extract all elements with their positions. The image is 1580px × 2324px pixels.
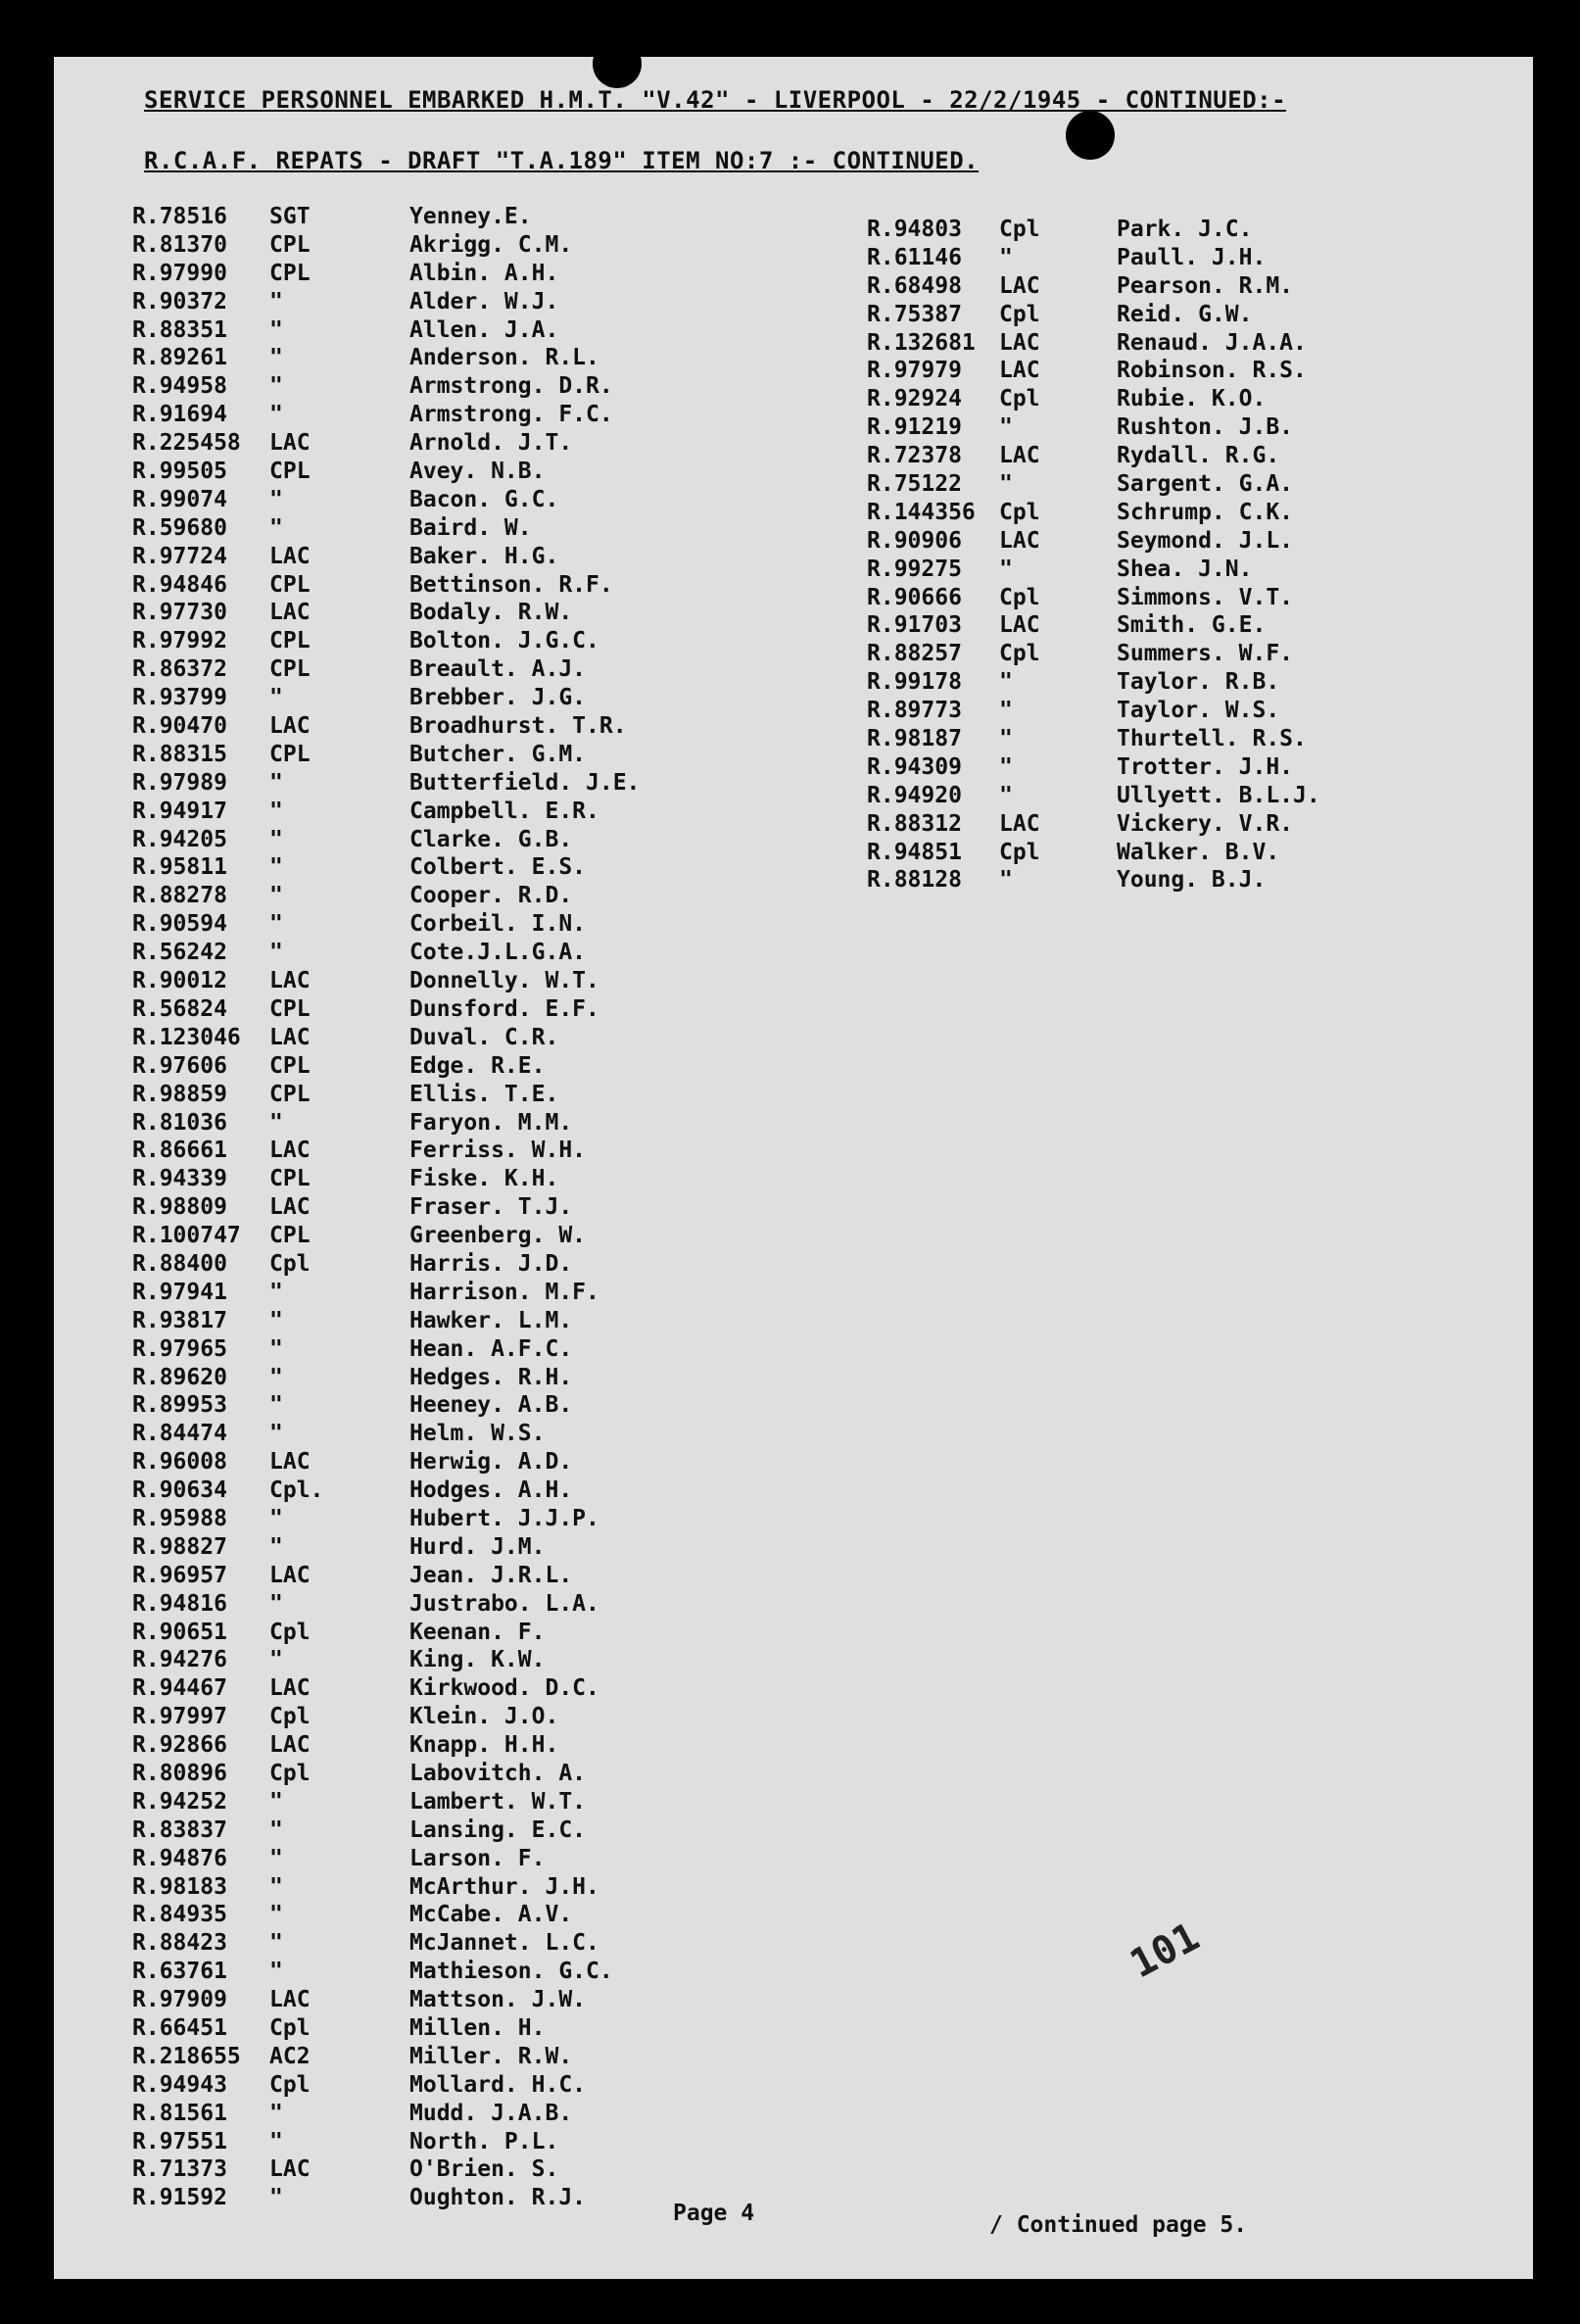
rank: Cpl <box>999 217 1040 242</box>
rank: Cpl <box>999 839 1040 865</box>
rank: LAC <box>269 600 311 626</box>
rank: " <box>269 1279 283 1305</box>
service-number: R.132681 <box>867 329 976 356</box>
rank: " <box>999 782 1013 808</box>
name: Edge. R.E. <box>409 1052 546 1079</box>
rank: " <box>269 288 283 315</box>
service-number: R.98187 <box>867 726 962 752</box>
name: Yenney.E. <box>409 204 532 229</box>
rank: " <box>269 1647 283 1673</box>
rank: " <box>269 769 283 796</box>
rank: " <box>999 471 1013 498</box>
rank: LAC <box>269 1449 311 1476</box>
rank: " <box>269 1364 283 1390</box>
service-number: R.99074 <box>132 486 227 512</box>
name: O'Brien. S. <box>409 2156 559 2183</box>
rank: Cpl <box>269 1619 311 1645</box>
service-number: R.90012 <box>132 968 227 994</box>
service-number: R.90651 <box>132 1619 227 1645</box>
service-number: R.99178 <box>867 669 962 696</box>
service-number: R.123046 <box>132 1024 241 1050</box>
rank: CPL <box>269 571 311 598</box>
rank: " <box>269 1902 283 1928</box>
punch-hole-left <box>593 39 642 88</box>
rank: CPL <box>269 231 311 258</box>
service-number: R.94467 <box>132 1675 227 1702</box>
rank: Cpl <box>999 386 1040 412</box>
service-number: R.86661 <box>132 1138 227 1164</box>
service-number: R.225458 <box>132 430 241 457</box>
rank: LAC <box>269 1987 311 2013</box>
name: Hubert. J.J.P. <box>409 1505 599 1531</box>
name: Corbeil. I.N. <box>409 911 587 938</box>
continued-note: / Continued page 5. <box>989 2212 1248 2238</box>
rank: Cpl <box>269 1250 311 1277</box>
service-number: R.94803 <box>867 217 962 242</box>
service-number: R.84474 <box>132 1421 227 1447</box>
service-number: R.94205 <box>132 826 227 852</box>
rank: CPL <box>269 459 311 485</box>
service-number: R.94943 <box>132 2071 227 2098</box>
name: Simmons. V.T. <box>1117 584 1294 610</box>
name: Mattson. J.W. <box>409 1987 587 2013</box>
service-number: R.94920 <box>867 782 962 808</box>
service-number: R.97997 <box>132 1704 227 1730</box>
name: Lansing. E.C. <box>409 1816 587 1843</box>
service-number: R.94339 <box>132 1166 227 1192</box>
service-number: R.94252 <box>132 1788 227 1815</box>
rank: LAC <box>269 1675 311 1702</box>
rank: " <box>999 414 1013 441</box>
name: Walker. B.V. <box>1117 839 1280 865</box>
rank: AC2 <box>269 2043 311 2069</box>
service-number: R.88400 <box>132 1250 227 1277</box>
service-number: R.96008 <box>132 1449 227 1476</box>
name: Park. J.C. <box>1117 217 1253 242</box>
service-number: R.56824 <box>132 995 227 1022</box>
rank: SGT <box>269 204 311 229</box>
document-page <box>54 57 1533 2279</box>
service-number: R.71373 <box>132 2156 227 2183</box>
name: Trotter. J.H. <box>1117 753 1294 780</box>
name: Cooper. R.D. <box>409 883 573 909</box>
rank: " <box>999 726 1013 752</box>
name: Vickery. V.R. <box>1117 810 1294 837</box>
rank: LAC <box>999 810 1040 837</box>
name: Alder. W.J. <box>409 288 559 315</box>
rank: LAC <box>269 1024 311 1050</box>
rank: " <box>269 373 283 400</box>
name: Miller. R.W. <box>409 2043 573 2069</box>
rank: LAC <box>269 1732 311 1759</box>
rank: LAC <box>999 527 1040 554</box>
name: Oughton. R.J. <box>409 2185 587 2211</box>
service-number: R.92924 <box>867 386 962 412</box>
name: Ferriss. W.H. <box>409 1138 587 1164</box>
rank: " <box>269 1335 283 1362</box>
rank: LAC <box>999 358 1040 384</box>
service-number: R.80896 <box>132 1760 227 1786</box>
rank: " <box>269 402 283 428</box>
name: Millen. H. <box>409 2015 546 2041</box>
service-number: R.88315 <box>132 741 227 767</box>
rank: LAC <box>999 329 1040 356</box>
rank: " <box>269 316 283 343</box>
rank: " <box>999 698 1013 724</box>
service-number: R.68498 <box>867 272 962 299</box>
service-number: R.59680 <box>132 514 227 541</box>
service-number: R.96957 <box>132 1562 227 1588</box>
name: Smith. G.E. <box>1117 612 1267 639</box>
service-number: R.56242 <box>132 940 227 966</box>
name: Sargent. G.A. <box>1117 471 1294 498</box>
service-number: R.66451 <box>132 2015 227 2041</box>
name: Kirkwood. D.C. <box>409 1675 599 1702</box>
rank: Cpl <box>269 1760 311 1786</box>
service-number: R.83837 <box>132 1816 227 1843</box>
name: Knapp. H.H. <box>409 1732 559 1759</box>
rank: CPL <box>269 1223 311 1249</box>
service-number: R.97551 <box>132 2128 227 2155</box>
name: Harrison. M.F. <box>409 1279 599 1305</box>
service-number: R.93799 <box>132 685 227 711</box>
rank: " <box>269 345 283 371</box>
service-number: R.88351 <box>132 316 227 343</box>
rank: " <box>269 1845 283 1871</box>
rank: " <box>269 1505 283 1531</box>
rank: " <box>269 826 283 852</box>
service-number: R.92866 <box>132 1732 227 1759</box>
rank: LAC <box>269 1562 311 1588</box>
rank: LAC <box>999 443 1040 469</box>
name: Renaud. J.A.A. <box>1117 329 1307 356</box>
rank: CPL <box>269 656 311 683</box>
name: Donnelly. W.T. <box>409 968 599 994</box>
rank: CPL <box>269 1166 311 1192</box>
service-number: R.88423 <box>132 1930 227 1957</box>
name: Cote.J.L.G.A. <box>409 940 587 966</box>
rank: Cpl <box>999 584 1040 610</box>
rank: " <box>269 911 283 938</box>
service-number: R.94958 <box>132 373 227 400</box>
rank: " <box>269 2128 283 2155</box>
service-number: R.81370 <box>132 231 227 258</box>
name: McJannet. L.C. <box>409 1930 599 1957</box>
rank: " <box>269 1930 283 1957</box>
name: Larson. F. <box>409 1845 546 1871</box>
service-number: R.97992 <box>132 628 227 654</box>
service-number: R.98827 <box>132 1533 227 1560</box>
name: Hodges. A.H. <box>409 1477 573 1504</box>
service-number: R.88128 <box>867 867 962 894</box>
name: Baird. W. <box>409 514 532 541</box>
service-number: R.89773 <box>867 698 962 724</box>
rank: " <box>269 883 283 909</box>
rank: CPL <box>269 1052 311 1079</box>
service-number: R.99505 <box>132 459 227 485</box>
rank: " <box>269 1959 283 1985</box>
name: Rydall. R.G. <box>1117 443 1280 469</box>
name: Avey. N.B. <box>409 459 546 485</box>
service-number: R.94851 <box>867 839 962 865</box>
rank: " <box>269 1788 283 1815</box>
service-number: R.86372 <box>132 656 227 683</box>
service-number: R.90666 <box>867 584 962 610</box>
name: Taylor. W.S. <box>1117 698 1280 724</box>
service-number: R.84935 <box>132 1902 227 1928</box>
name: McCabe. A.V. <box>409 1902 573 1928</box>
name: Ellis. T.E. <box>409 1081 559 1107</box>
service-number: R.98809 <box>132 1194 227 1221</box>
page-stamp-number: 101 <box>1123 1913 1207 1988</box>
service-number: R.90906 <box>867 527 962 554</box>
service-number: R.95811 <box>132 854 227 881</box>
name: Pearson. R.M. <box>1117 272 1294 299</box>
service-number: R.75122 <box>867 471 962 498</box>
name: Bettinson. R.F. <box>409 571 613 598</box>
service-number: R.98183 <box>132 1873 227 1900</box>
name: Anderson. R.L. <box>409 345 599 371</box>
rank: Cpl <box>269 2015 311 2041</box>
name: Bolton. J.G.C. <box>409 628 599 654</box>
service-number: R.94846 <box>132 571 227 598</box>
name: Klein. J.O. <box>409 1704 559 1730</box>
service-number: R.90372 <box>132 288 227 315</box>
name: Hedges. R.H. <box>409 1364 573 1390</box>
name: Albin. A.H. <box>409 260 559 286</box>
service-number: R.90634 <box>132 1477 227 1504</box>
rank: CPL <box>269 1081 311 1107</box>
service-number: R.91694 <box>132 402 227 428</box>
service-number: R.97730 <box>132 600 227 626</box>
rank: " <box>269 486 283 512</box>
name: Seymond. J.L. <box>1117 527 1294 554</box>
rank: " <box>269 854 283 881</box>
rank: LAC <box>269 1194 311 1221</box>
service-number: R.97606 <box>132 1052 227 1079</box>
name: Reid. G.W. <box>1117 301 1253 327</box>
name: Herwig. A.D. <box>409 1449 573 1476</box>
service-number: R.91592 <box>132 2185 227 2211</box>
name: Schrump. C.K. <box>1117 499 1294 525</box>
name: King. K.W. <box>409 1647 546 1673</box>
name: Greenberg. W. <box>409 1223 587 1249</box>
rank: CPL <box>269 995 311 1022</box>
service-number: R.81561 <box>132 2100 227 2126</box>
header-line-1: SERVICE PERSONNEL EMBARKED H.M.T. "V.42" - LIVERPOOL - 22/2/1945 - CONTINUED:- <box>144 86 1287 114</box>
service-number: R.88278 <box>132 883 227 909</box>
rank: " <box>269 1816 283 1843</box>
name: Breault. A.J. <box>409 656 587 683</box>
rank: LAC <box>269 1138 311 1164</box>
name: Armstrong. D.R. <box>409 373 613 400</box>
service-number: R.94876 <box>132 1845 227 1871</box>
service-number: R.72378 <box>867 443 962 469</box>
rank: LAC <box>999 272 1040 299</box>
name: Taylor. R.B. <box>1117 669 1280 696</box>
name: Faryon. M.M. <box>409 1109 573 1136</box>
name: Heeney. A.B. <box>409 1392 573 1419</box>
service-number: R.97941 <box>132 1279 227 1305</box>
name: Ullyett. B.L.J. <box>1117 782 1320 808</box>
name: Rubie. K.O. <box>1117 386 1267 412</box>
service-number: R.95988 <box>132 1505 227 1531</box>
service-number: R.78516 <box>132 204 227 229</box>
name: Fiske. K.H. <box>409 1166 559 1192</box>
service-number: R.61146 <box>867 244 962 270</box>
rank: " <box>269 1873 283 1900</box>
rank: LAC <box>269 430 311 457</box>
rank: " <box>269 798 283 824</box>
name: Mollard. H.C. <box>409 2071 587 2098</box>
name: Jean. J.R.L. <box>409 1562 573 1588</box>
rank: LAC <box>999 612 1040 639</box>
rank: " <box>269 940 283 966</box>
service-number: R.88257 <box>867 641 962 667</box>
name: Labovitch. A. <box>409 1760 587 1786</box>
name: Keenan. F. <box>409 1619 546 1645</box>
service-number: R.144356 <box>867 499 976 525</box>
name: Robinson. R.S. <box>1117 358 1307 384</box>
service-number: R.94917 <box>132 798 227 824</box>
rank: " <box>999 753 1013 780</box>
service-number: R.93817 <box>132 1307 227 1333</box>
name: Butcher. G.M. <box>409 741 587 767</box>
name: Lambert. W.T. <box>409 1788 587 1815</box>
service-number: R.97724 <box>132 543 227 569</box>
service-number: R.90594 <box>132 911 227 938</box>
name: Brebber. J.G. <box>409 685 587 711</box>
name: Harris. J.D. <box>409 1250 573 1277</box>
rank: Cpl <box>999 499 1040 525</box>
service-number: R.89953 <box>132 1392 227 1419</box>
name: Arnold. J.T. <box>409 430 573 457</box>
name: Clarke. G.B. <box>409 826 573 852</box>
rank: Cpl <box>999 641 1040 667</box>
service-number: R.97965 <box>132 1335 227 1362</box>
name: Mathieson. G.C. <box>409 1959 613 1985</box>
name: Bodaly. R.W. <box>409 600 573 626</box>
service-number: R.99275 <box>867 556 962 582</box>
rank: " <box>269 2185 283 2211</box>
service-number: R.94276 <box>132 1647 227 1673</box>
name: Young. B.J. <box>1117 867 1267 894</box>
name: Baker. H.G. <box>409 543 559 569</box>
name: Butterfield. J.E. <box>409 769 641 796</box>
service-number: R.75387 <box>867 301 962 327</box>
name: Allen. J.A. <box>409 316 559 343</box>
service-number: R.89261 <box>132 345 227 371</box>
name: Dunsford. E.F. <box>409 995 599 1022</box>
service-number: R.218655 <box>132 2043 241 2069</box>
name: Justrabo. L.A. <box>409 1590 599 1617</box>
rank: " <box>269 1421 283 1447</box>
rank: LAC <box>269 968 311 994</box>
name: Broadhurst. T.R. <box>409 713 627 740</box>
rank: CPL <box>269 628 311 654</box>
service-number: R.91703 <box>867 612 962 639</box>
service-number: R.97909 <box>132 1987 227 2013</box>
rank: CPL <box>269 741 311 767</box>
rank: " <box>269 2100 283 2126</box>
name: Shea. J.N. <box>1117 556 1253 582</box>
rank: " <box>999 669 1013 696</box>
name: Bacon. G.C. <box>409 486 559 512</box>
rank: " <box>999 556 1013 582</box>
rank: " <box>269 1392 283 1419</box>
service-number: R.94816 <box>132 1590 227 1617</box>
service-number: R.81036 <box>132 1109 227 1136</box>
rank: " <box>269 1590 283 1617</box>
page-number: Page 4 <box>673 2201 755 2226</box>
rank: " <box>269 685 283 711</box>
service-number: R.89620 <box>132 1364 227 1390</box>
name: Rushton. J.B. <box>1117 414 1294 441</box>
rank: " <box>999 244 1013 270</box>
name: Colbert. E.S. <box>409 854 587 881</box>
rank: " <box>269 1109 283 1136</box>
name: Hurd. J.M. <box>409 1533 546 1560</box>
name: Armstrong. F.C. <box>409 402 613 428</box>
rank: LAC <box>269 713 311 740</box>
service-number: R.98859 <box>132 1081 227 1107</box>
name: Paull. J.H. <box>1117 244 1267 270</box>
service-number: R.90470 <box>132 713 227 740</box>
rank: CPL <box>269 260 311 286</box>
name: Hawker. L.M. <box>409 1307 573 1333</box>
name: Hean. A.F.C. <box>409 1335 573 1362</box>
name: McArthur. J.H. <box>409 1873 599 1900</box>
name: Fraser. T.J. <box>409 1194 573 1221</box>
name: Mudd. J.A.B. <box>409 2100 573 2126</box>
rank: " <box>269 1307 283 1333</box>
rank: Cpl <box>269 1704 311 1730</box>
header-line-2: R.C.A.F. REPATS - DRAFT "T.A.189" ITEM NO:7 :- CONTINUED. <box>144 147 980 174</box>
name: Akrigg. C.M. <box>409 231 573 258</box>
rank: " <box>269 514 283 541</box>
rank: " <box>269 1533 283 1560</box>
service-number: R.100747 <box>132 1223 241 1249</box>
name: North. P.L. <box>409 2128 559 2155</box>
rank: " <box>999 867 1013 894</box>
name: Summers. W.F. <box>1117 641 1294 667</box>
punch-hole-right <box>1066 111 1115 160</box>
rank: Cpl <box>999 301 1040 327</box>
service-number: R.63761 <box>132 1959 227 1985</box>
service-number: R.97990 <box>132 260 227 286</box>
service-number: R.97979 <box>867 358 962 384</box>
service-number: R.91219 <box>867 414 962 441</box>
rank: LAC <box>269 543 311 569</box>
name: Thurtell. R.S. <box>1117 726 1307 752</box>
service-number: R.88312 <box>867 810 962 837</box>
name: Duval. C.R. <box>409 1024 559 1050</box>
rank: LAC <box>269 2156 311 2183</box>
rank: Cpl. <box>269 1477 324 1504</box>
name: Campbell. E.R. <box>409 798 599 824</box>
rank: Cpl <box>269 2071 311 2098</box>
service-number: R.94309 <box>867 753 962 780</box>
service-number: R.97989 <box>132 769 227 796</box>
name: Helm. W.S. <box>409 1421 546 1447</box>
